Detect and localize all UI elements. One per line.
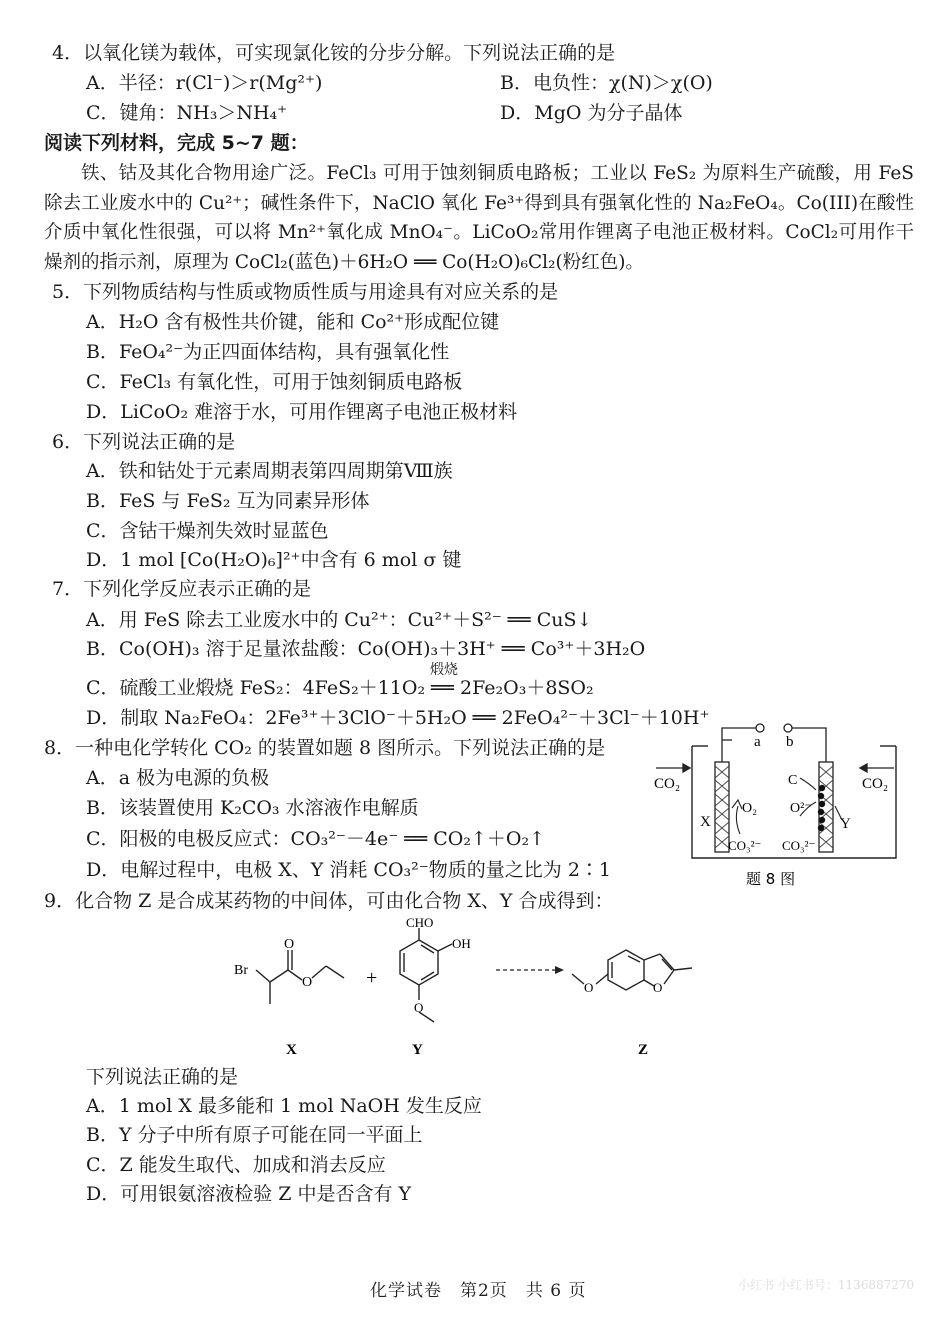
q6-stem: 6．下列说法正确的是 bbox=[52, 431, 236, 453]
figure-8-caption: 题 8 图 bbox=[746, 870, 796, 888]
q6-option-a: A．铁和钴处于元素周期表第四周期第Ⅷ族 bbox=[86, 460, 453, 482]
q8-stem: 8．一种电化学转化 CO₂ 的装置如题 8 图所示。下列说法正确的是 bbox=[44, 737, 606, 759]
q7-condition-label: 煅烧 bbox=[430, 662, 458, 678]
label-co3-left: CO₃²⁻ bbox=[728, 838, 762, 853]
molecule-y bbox=[400, 928, 452, 1022]
label-b: b bbox=[786, 734, 794, 750]
q5-option-d: D．LiCoO₂ 难溶于水，可用作锂离子电池正极材料 bbox=[86, 401, 518, 423]
q5-option-b: B．FeO₄²⁻为正四面体结构，具有强氧化性 bbox=[86, 341, 450, 363]
label-z-compound: Z bbox=[638, 1042, 649, 1058]
q6-option-b: B．FeS 与 FeS₂ 互为同素异形体 bbox=[86, 490, 370, 512]
q9-stem: 9．化合物 Z 是合成某药物的中间体，可由化合物 X、Y 合成得到： bbox=[44, 890, 614, 912]
q7-stem: 7．下列化学反应表示正确的是 bbox=[52, 578, 312, 600]
q4-option-d: D．MgO 为分子晶体 bbox=[500, 102, 683, 124]
terminal-a bbox=[756, 724, 764, 732]
electrode-y bbox=[818, 762, 833, 852]
y-oh-label: OH bbox=[452, 936, 471, 951]
label-y-compound: Y bbox=[412, 1042, 423, 1058]
q5-option-a: A．H₂O 含有极性共价键，能和 Co²⁺形成配位键 bbox=[86, 311, 500, 333]
q8-option-a: A．a 极为电源的负极 bbox=[86, 767, 270, 789]
q8-option-c: C．阳极的电极反应式：CO₃²⁻－4e⁻ ══ CO₂↑＋O₂↑ bbox=[86, 828, 545, 850]
circuit-wires bbox=[722, 728, 826, 762]
label-co3-right: CO₃²⁻ bbox=[782, 838, 816, 853]
plus-sign: + bbox=[366, 967, 378, 989]
terminal-b bbox=[784, 724, 792, 732]
q4-option-b: B．电负性：χ(N)＞χ(O) bbox=[500, 72, 713, 94]
page-footer: 化学试卷 第2页 共 6 页 bbox=[370, 1281, 587, 1301]
q9-prompt: 下列说法正确的是 bbox=[86, 1066, 239, 1088]
q4-option-c: C．键角：NH₃＞NH₄⁺ bbox=[86, 102, 288, 124]
reading-heading: 阅读下列材料，完成 5~7 题： bbox=[44, 132, 309, 154]
reading-text: 铁、钴及其化合物用途广泛。FeCl₃ 可用于蚀刻铜质电路板；工业以 FeS₂ 为原料生产硫酸，用 FeS 除去工业废水中的 Cu²⁺；碱性条件下，NaClO 氧化 Fe³⁺得到具有强氧化性的 Na₂FeO₄。Co(III)在酸性介质中氧化性很强，可以将 Mn²⁺氧化成 MnO₄⁻。LiCoO₂常用作锂离子电池正极材料。CoCl₂可用作干燥剂的指示剂，原理为 CoCl₂(蓝色)＋6H₂O ══ Co(H₂O)₆Cl₂(粉红色)。 bbox=[44, 163, 914, 273]
label-a: a bbox=[754, 734, 761, 750]
y-cho-label: CHO bbox=[406, 915, 434, 930]
electrode-x bbox=[715, 762, 729, 852]
watermark: 小红书 小红书号：1136887270 bbox=[738, 1278, 915, 1292]
label-x-compound: X bbox=[286, 1042, 297, 1058]
label-o2-ion: O²⁻ bbox=[790, 801, 812, 816]
label-x: X bbox=[700, 814, 711, 830]
label-o2: O₂ bbox=[742, 801, 757, 816]
q9-option-b: B．Y 分子中所有原子可能在同一平面上 bbox=[86, 1124, 423, 1146]
q4-option-a: A．半径：r(Cl⁻)＞r(Mg²⁺) bbox=[86, 72, 323, 94]
q4-stem: 4．以氧化镁为载体，可实现氯化铵的分步分解。下列说法正确的是 bbox=[52, 42, 616, 64]
label-co2-right: CO₂ bbox=[862, 776, 889, 792]
q9-option-d: D．可用银氨溶液检验 Z 中是否含有 Y bbox=[86, 1183, 412, 1205]
q9-option-a: A．1 mol X 最多能和 1 mol NaOH 发生反应 bbox=[86, 1095, 482, 1117]
z-methoxy-o: O bbox=[584, 980, 594, 995]
q5-stem: 5．下列物质结构与性质或物质性质与用途具有对应关系的是 bbox=[52, 281, 559, 303]
q8-option-b: B．该装置使用 K₂CO₃ 水溶液作电解质 bbox=[86, 797, 419, 819]
reaction-arrow bbox=[496, 966, 564, 974]
label-c: C bbox=[788, 773, 798, 788]
q5-option-c: C．FeCl₃ 有氧化性，可用于蚀刻铜质电路板 bbox=[86, 371, 463, 393]
q6-option-d: D．1 mol [Co(H₂O)₆]²⁺中含有 6 mol σ 键 bbox=[86, 549, 462, 571]
label-y: Y bbox=[840, 816, 851, 832]
z-furan-o: O bbox=[653, 980, 663, 995]
q6-option-c: C．含钴干燥剂失效时显蓝色 bbox=[86, 520, 329, 542]
x-ester-o: O bbox=[302, 975, 313, 990]
q9-option-c: C．Z 能发生取代、加成和消去反应 bbox=[86, 1154, 386, 1176]
q7-option-c: C．硫酸工业煅烧 FeS₂：4FeS₂＋11O₂ ══ 2Fe₂O₃＋8SO₂ bbox=[86, 677, 594, 699]
reading-paragraph bbox=[44, 159, 914, 277]
q9-reaction-scheme bbox=[226, 912, 726, 1062]
q7-option-b: B．Co(OH)₃ 溶于足量浓盐酸：Co(OH)₃＋3H⁺ ══ Co³⁺＋3H₂O bbox=[86, 638, 646, 660]
q8-electrolysis-figure bbox=[650, 716, 912, 892]
molecule-x bbox=[256, 950, 344, 1004]
q8-option-d: D．电解过程中，电极 X、Y 消耗 CO₃²⁻物质的量之比为 2∶1 bbox=[86, 859, 612, 881]
label-co2-left: CO₂ bbox=[654, 776, 681, 792]
q7-option-d: D．制取 Na₂FeO₄：2Fe³⁺＋3ClO⁻＋5H₂O ══ 2FeO₄²⁻＋3Cl⁻＋10H⁺ bbox=[86, 707, 710, 729]
q7-option-a: A．用 FeS 除去工业废水中的 Cu²⁺：Cu²⁺＋S²⁻ ══ CuS↓ bbox=[86, 609, 593, 631]
x-br-label: Br bbox=[234, 963, 248, 978]
y-methoxy-o: O bbox=[414, 1000, 424, 1015]
x-carbonyl-o: O bbox=[284, 937, 295, 952]
